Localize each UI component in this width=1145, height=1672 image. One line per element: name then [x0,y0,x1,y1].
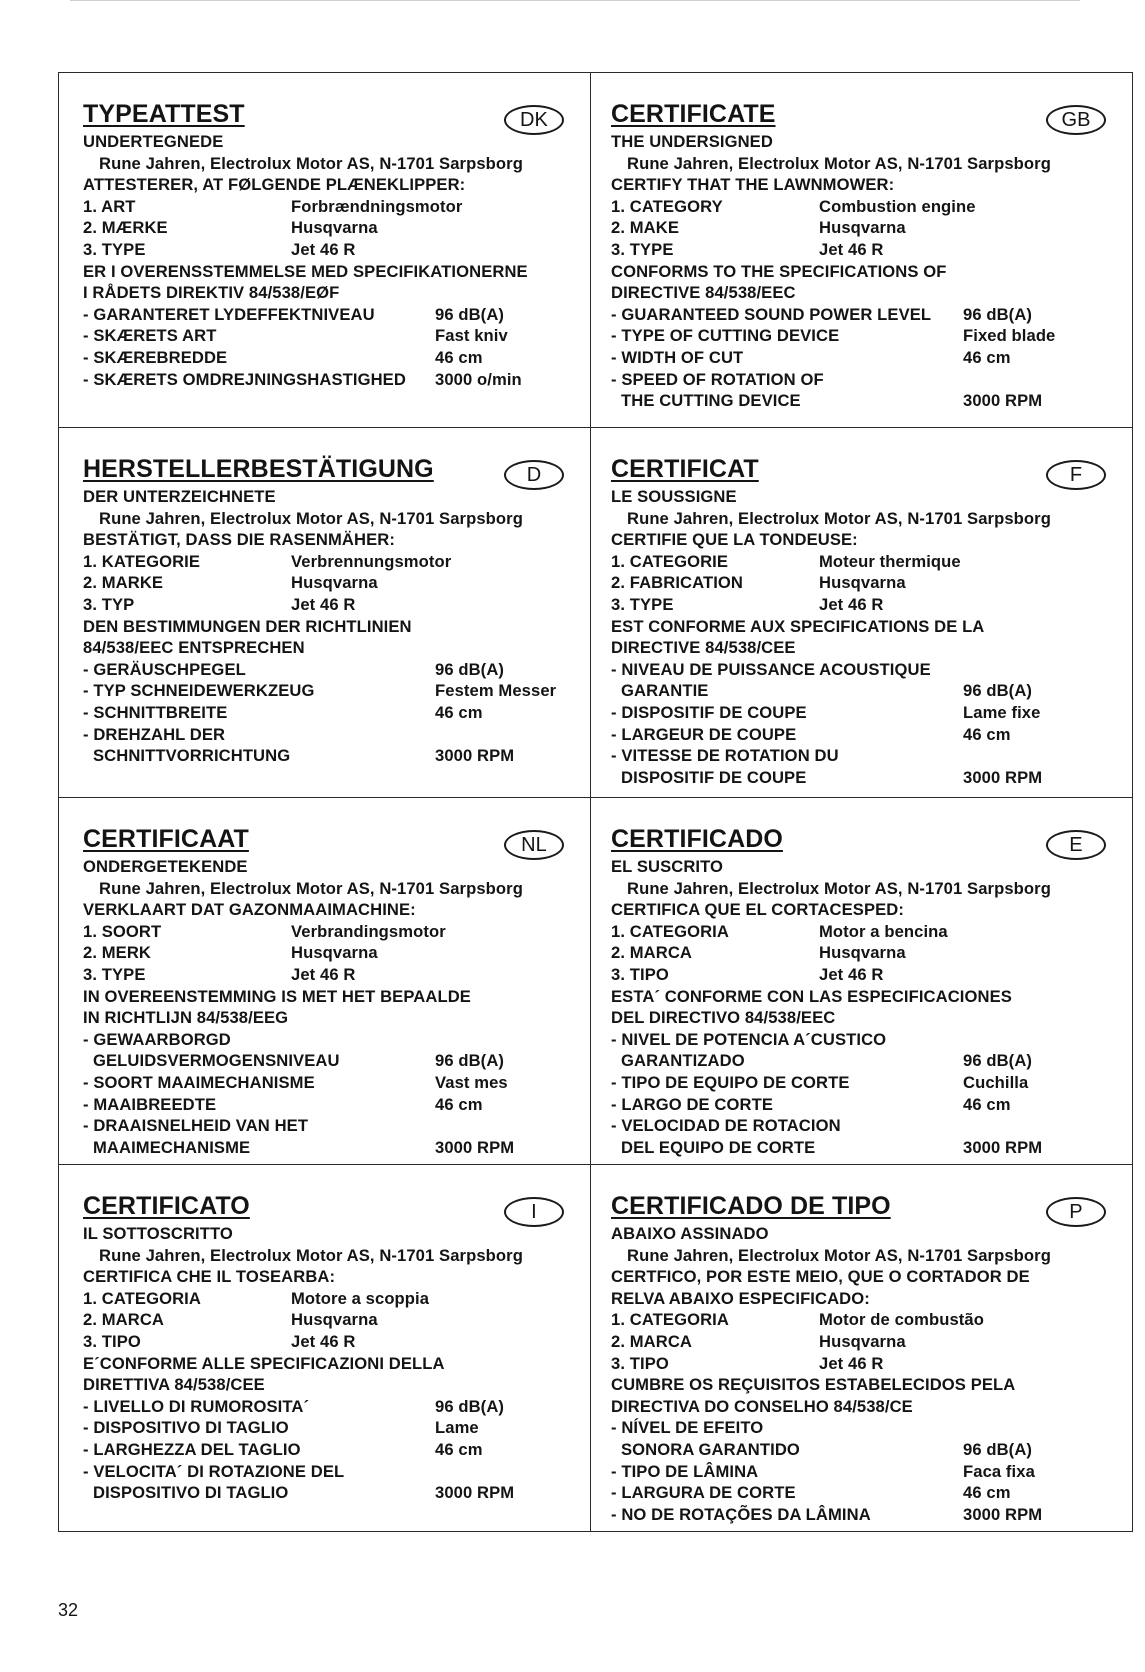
product-item-label: 2. MÆRKE [83,218,168,238]
spec-value: 96 dB(A) [963,1051,1033,1071]
product-item-value: Verbrennungsmotor [291,551,452,571]
spec-value: 46 cm [435,347,483,367]
product-item-label: 2. MARCA [611,1331,693,1351]
spec-label: - VITESSE DE ROTATION DU [611,746,839,766]
product-item-label: 2. MARKE [83,573,164,593]
spec-row [611,1029,1114,1051]
spec-value: 96 dB(A) [435,1396,505,1416]
product-item-value: Jet 46 R [819,239,884,259]
spec-label: - LARGEUR DE COUPE [611,724,797,744]
certificate-title: CERTIFICATO [83,1192,250,1220]
conformity-line: ER I OVERENSSTEMMELSE MED SPECIFIKATIONERNE [83,261,528,281]
product-item-value: Moteur thermique [819,551,961,571]
conformity-line: DIRETTIVA 84/538/CEE [83,1375,265,1395]
conformity-line: E´CONFORME ALLE SPECIFICAZIONI DELLA [83,1353,445,1373]
page-number: 32 [58,1600,79,1620]
product-item-label: 3. TYPE [611,594,674,614]
spec-value: Fast kniv [435,326,508,346]
undersigned-label: THE UNDERSIGNED [611,132,773,151]
certifies-line: VERKLAART DAT GAZONMAAIMACHINE: [83,900,416,920]
spec-value: 96 dB(A) [435,659,505,679]
product-item-row [83,1331,572,1353]
spec-label: - SKÆRETS ART [83,326,217,346]
spec-label: - GERÄUSCHPEGEL [83,659,246,679]
certificate-title: CERTIFICATE [611,100,776,128]
spec-row [611,369,1114,391]
spec-label: - DISPOSITIF DE COUPE [611,702,807,722]
spec-label: - SOORT MAAIMECHANISME [83,1072,315,1092]
spec-row [83,745,572,767]
product-item-row [611,594,1114,616]
product-item-value: Jet 46 R [291,964,356,984]
spec-row [611,325,1114,347]
product-item-row [611,1353,1114,1375]
undersigned-label: EL SUSCRITO [611,857,724,876]
spec-value: 46 cm [963,347,1011,367]
product-item-row [83,551,572,573]
spec-label: - LIVELLO DI RUMOROSITA´ [83,1396,310,1416]
certificate-title: CERTIFICADO DE TIPO [611,1192,891,1220]
country-code-badge: I [504,1197,564,1227]
spec-label: - NÍVEL DE EFEITO [611,1418,764,1438]
spec-row [611,1439,1114,1461]
product-item-row [611,239,1114,261]
certificate-i [59,1165,591,1531]
issuer-line: Rune Jahren, Electrolux Motor AS, N-1701 Sarpsborg [99,1245,523,1265]
certifies-line: BESTÄTIGT, DASS DIE RASENMÄHER: [83,530,395,550]
product-item-label: 2. MAKE [611,218,680,238]
spec-label: GELUIDSVERMOGENSNIVEAU [93,1051,340,1071]
spec-label: - DISPOSITIVO DI TAGLIO [83,1418,289,1438]
spec-row [83,1094,572,1116]
certificate-d [59,428,591,798]
undersigned-label: DER UNTERZEICHNETE [83,487,276,506]
spec-value: Faca fixa [963,1461,1035,1481]
product-item-value: Jet 46 R [291,594,356,614]
spec-label: GARANTIE [621,681,709,701]
product-item-value: Jet 46 R [291,239,356,259]
spec-label: - SCHNITTBREITE [83,702,228,722]
spec-value: 46 cm [963,1094,1011,1114]
spec-label: - VELOCIDAD DE ROTACION [611,1116,841,1136]
product-item-value: Motore a scoppia [291,1288,430,1308]
product-item-value: Forbrændningsmotor [291,196,463,216]
spec-label: - GEWAARBORGD [83,1029,231,1049]
product-item-value: Husqvarna [291,218,378,238]
spec-row [611,767,1114,789]
spec-label: - GUARANTEED SOUND POWER LEVEL [611,304,932,324]
product-item-row [83,1288,572,1310]
conformity-line: 84/538/EEC ENTSPRECHEN [83,638,305,658]
spec-label: MAAIMECHANISME [93,1137,251,1157]
product-item-row [611,921,1114,943]
spec-label: - TIPO DE LÂMINA [611,1461,759,1481]
product-item-label: 2. MARCA [611,943,693,963]
spec-value: Vast mes [435,1072,508,1092]
spec-label: - LARGO DE CORTE [611,1094,774,1114]
issuer-line: Rune Jahren, Electrolux Motor AS, N-1701 Sarpsborg [99,508,523,528]
country-code-badge: F [1046,460,1106,490]
spec-value: Festem Messer [435,681,557,701]
certifies-line: CERTIFICA QUE EL CORTACESPED: [611,900,904,920]
product-item-label: 2. MERK [83,943,152,963]
product-item-row [83,964,572,986]
product-item-row [611,942,1114,964]
product-item-row [611,572,1114,594]
country-code-badge: DK [504,105,564,135]
product-item-row [611,1309,1114,1331]
spec-row [611,304,1114,326]
spec-value: Lame [435,1418,479,1438]
undersigned-label: UNDERTEGNEDE [83,132,224,151]
issuer-line: Rune Jahren, Electrolux Motor AS, N-1701 Sarpsborg [627,508,1051,528]
undersigned-label: ABAIXO ASSINADO [611,1224,769,1243]
spec-value: 3000 RPM [963,1504,1043,1524]
spec-label: - WIDTH OF CUT [611,347,744,367]
spec-row [611,1072,1114,1094]
product-item-label: 3. TIPO [611,1353,669,1373]
spec-value: 96 dB(A) [435,1051,505,1071]
spec-row [83,347,572,369]
spec-label: - VELOCITA´ DI ROTAZIONE DEL [83,1461,345,1481]
product-item-label: 3. TYP [83,594,135,614]
product-item-row [83,217,572,239]
spec-label: - GARANTERET LYDEFFEKTNIVEAU [83,304,375,324]
product-item-label: 3. TYPE [611,239,674,259]
product-item-value: Jet 46 R [819,1353,884,1373]
spec-value: 46 cm [435,1439,483,1459]
conformity-line: DEL DIRECTIVO 84/538/EEC [611,1008,836,1028]
product-item-label: 2. MARCA [83,1310,165,1330]
spec-label: - DRAAISNELHEID VAN HET [83,1116,309,1136]
spec-value: 3000 o/min [435,369,522,389]
spec-row [611,1482,1114,1504]
spec-label: - SPEED OF ROTATION OF [611,369,824,389]
product-item-row [83,572,572,594]
product-item-label: 3. TYPE [83,964,146,984]
product-item-label: 3. TIPO [611,964,669,984]
spec-row [611,745,1114,767]
spec-row [83,1461,572,1483]
spec-row [83,325,572,347]
spec-value: 96 dB(A) [435,304,505,324]
product-item-value: Verbrandingsmotor [291,921,446,941]
country-code-badge: E [1046,830,1106,860]
spec-value: 96 dB(A) [963,304,1033,324]
spec-row [83,1396,572,1418]
certifies-line: CERTFICO, POR ESTE MEIO, QUE O CORTADOR DE [611,1267,1030,1287]
spec-value: Fixed blade [963,326,1056,346]
spec-row [83,1029,572,1051]
product-item-label: 1. ART [83,196,136,216]
spec-row [611,1137,1114,1159]
spec-row [611,1504,1114,1526]
product-item-value: Motor a bencina [819,921,948,941]
certifies-line: CERTIFICA CHE IL TOSEARBA: [83,1267,336,1287]
certificate-e [591,798,1132,1165]
spec-value: 3000 RPM [435,1483,515,1503]
issuer-line: Rune Jahren, Electrolux Motor AS, N-1701 Sarpsborg [627,878,1051,898]
certificate-grid [58,72,1133,1532]
product-item-value: Motor de combustão [819,1310,984,1330]
product-item-value: Husqvarna [291,573,378,593]
spec-row [611,1050,1114,1072]
product-item-row [83,594,572,616]
conformity-line: ESTA´ CONFORME CON LAS ESPECIFICACIONES [611,986,1012,1006]
certifies-line: RELVA ABAIXO ESPECIFICADO: [611,1288,870,1308]
spec-value: 3000 RPM [963,391,1043,411]
spec-row [611,1094,1114,1116]
spec-row [611,724,1114,746]
spec-value: 96 dB(A) [963,681,1033,701]
product-item-label: 1. KATEGORIE [83,551,201,571]
certifies-line: CERTIFY THAT THE LAWNMOWER: [611,175,895,195]
undersigned-label: ONDERGETEKENDE [83,857,248,876]
spec-value: 46 cm [963,1483,1011,1503]
product-item-value: Husqvarna [291,1310,378,1330]
product-item-value: Jet 46 R [819,594,884,614]
spec-label: - NO DE ROTAÇÕES DA LÂMINA [611,1504,871,1524]
certificate-p [591,1165,1132,1531]
spec-row [611,702,1114,724]
issuer-line: Rune Jahren, Electrolux Motor AS, N-1701 Sarpsborg [627,1245,1051,1265]
issuer-line: Rune Jahren, Electrolux Motor AS, N-1701 Sarpsborg [627,153,1051,173]
spec-row [83,680,572,702]
certificate-gb [591,73,1132,428]
spec-row [83,702,572,724]
issuer-line: Rune Jahren, Electrolux Motor AS, N-1701 Sarpsborg [99,153,523,173]
spec-row [83,659,572,681]
spec-row [83,724,572,746]
certificate-title: TYPEATTEST [83,100,245,128]
spec-value: 46 cm [963,724,1011,744]
product-item-value: Husqvarna [819,218,906,238]
spec-label: DEL EQUIPO DE CORTE [621,1137,816,1157]
product-item-row [611,196,1114,218]
spec-label: - MAAIBREEDTE [83,1094,217,1114]
undersigned-label: LE SOUSSIGNE [611,487,737,506]
product-item-row [611,551,1114,573]
undersigned-label: IL SOTTOSCRITTO [83,1224,233,1243]
product-item-value: Jet 46 R [819,964,884,984]
product-item-row [611,964,1114,986]
conformity-line: IN OVEREENSTEMMING IS MET HET BEPAALDE [83,986,471,1006]
conformity-line: DIRECTIVE 84/538/EEC [611,283,796,303]
spec-label: GARANTIZADO [621,1051,745,1071]
country-code-badge: GB [1046,105,1106,135]
product-item-value: Jet 46 R [291,1331,356,1351]
spec-value: 3000 RPM [963,1137,1043,1157]
spec-row [83,1072,572,1094]
spec-label: SONORA GARANTIDO [621,1439,800,1459]
product-item-label: 1. CATEGORY [611,196,723,216]
spec-label: THE CUTTING DEVICE [621,391,801,411]
spec-label: - TIPO DE EQUIPO DE CORTE [611,1072,850,1092]
product-item-value: Combustion engine [819,196,976,216]
spec-row [83,1050,572,1072]
conformity-line: CONFORMS TO THE SPECIFICATIONS OF [611,261,947,281]
conformity-line: DEN BESTIMMUNGEN DER RICHTLINIEN [83,616,412,636]
product-item-label: 1. CATEGORIE [611,551,729,571]
spec-row [611,1417,1114,1439]
spec-row [611,390,1114,412]
spec-row [611,347,1114,369]
spec-label: - DREHZAHL DER [83,724,226,744]
page-top-rule [70,0,1080,1]
spec-label: - TYP SCHNEIDEWERKZEUG [83,681,315,701]
product-item-row [83,1309,572,1331]
certifies-line: ATTESTERER, AT FØLGENDE PLÆNEKLIPPER: [83,175,466,195]
spec-row [83,1115,572,1137]
spec-row [83,304,572,326]
spec-row [83,1439,572,1461]
spec-label: - LARGURA DE CORTE [611,1483,796,1503]
spec-value: 46 cm [435,1094,483,1114]
spec-value: Lame fixe [963,702,1041,722]
spec-label: - SKÆREBREDDE [83,347,228,367]
certificate-nl [59,798,591,1165]
certificate-title: CERTIFICAT [611,455,759,483]
country-code-badge: P [1046,1197,1106,1227]
certificate-title: HERSTELLERBESTÄTIGUNG [83,455,434,483]
spec-label: DISPOSITIVO DI TAGLIO [93,1483,289,1503]
spec-value: 3000 RPM [435,1137,515,1157]
product-item-value: Husqvarna [819,1331,906,1351]
spec-row [611,680,1114,702]
product-item-row [83,921,572,943]
country-code-badge: NL [504,830,564,860]
product-item-label: 3. TIPO [83,1331,141,1351]
spec-label: SCHNITTVORRICHTUNG [93,746,291,766]
certificate-title: CERTIFICADO [611,825,783,853]
certifies-line: CERTIFIE QUE LA TONDEUSE: [611,530,858,550]
spec-label: DISPOSITIF DE COUPE [621,767,807,787]
spec-label: - TYPE OF CUTTING DEVICE [611,326,840,346]
product-item-label: 3. TYPE [83,239,146,259]
certificate-dk [59,73,591,428]
spec-label: - NIVEL DE POTENCIA A´CUSTICO [611,1029,887,1049]
product-item-label: 1. SOORT [83,921,162,941]
spec-value: 3000 RPM [435,746,515,766]
spec-value: 46 cm [435,702,483,722]
product-item-label: 1. CATEGORIA [611,921,729,941]
product-item-label: 2. FABRICATION [611,573,744,593]
conformity-line: DIRECTIVA DO CONSELHO 84/538/CE [611,1396,913,1416]
certificate-title: CERTIFICAAT [83,825,249,853]
country-code-badge: D [504,460,564,490]
spec-row [611,1461,1114,1483]
product-item-value: Husqvarna [291,943,378,963]
product-item-row [611,217,1114,239]
conformity-line: IN RICHTLIJN 84/538/EEG [83,1008,289,1028]
spec-row [83,1482,572,1504]
spec-row [83,1417,572,1439]
spec-row [83,1137,572,1159]
product-item-value: Husqvarna [819,573,906,593]
product-item-value: Husqvarna [819,943,906,963]
issuer-line: Rune Jahren, Electrolux Motor AS, N-1701 Sarpsborg [99,878,523,898]
spec-row [611,1115,1114,1137]
conformity-line: DIRECTIVE 84/538/CEE [611,638,796,658]
certificate-f [591,428,1132,798]
spec-value: Cuchilla [963,1072,1029,1092]
spec-row [83,369,572,391]
conformity-line: EST CONFORME AUX SPECIFICATIONS DE LA [611,616,985,636]
spec-row [611,659,1114,681]
spec-value: 3000 RPM [963,767,1043,787]
product-item-row [83,239,572,261]
spec-label: - SKÆRETS OMDREJNINGSHASTIGHED [83,369,406,389]
product-item-label: 1. CATEGORIA [83,1288,201,1308]
product-item-row [83,942,572,964]
product-item-row [611,1331,1114,1353]
spec-label: - NIVEAU DE PUISSANCE ACOUSTIQUE [611,659,931,679]
spec-label: - LARGHEZZA DEL TAGLIO [83,1439,301,1459]
spec-value: 96 dB(A) [963,1439,1033,1459]
conformity-line: CUMBRE OS REÇUISITOS ESTABELECIDOS PELA [611,1375,1016,1395]
conformity-line: I RÅDETS DIREKTIV 84/538/EØF [83,283,340,303]
product-item-label: 1. CATEGORIA [611,1310,729,1330]
product-item-row [83,196,572,218]
